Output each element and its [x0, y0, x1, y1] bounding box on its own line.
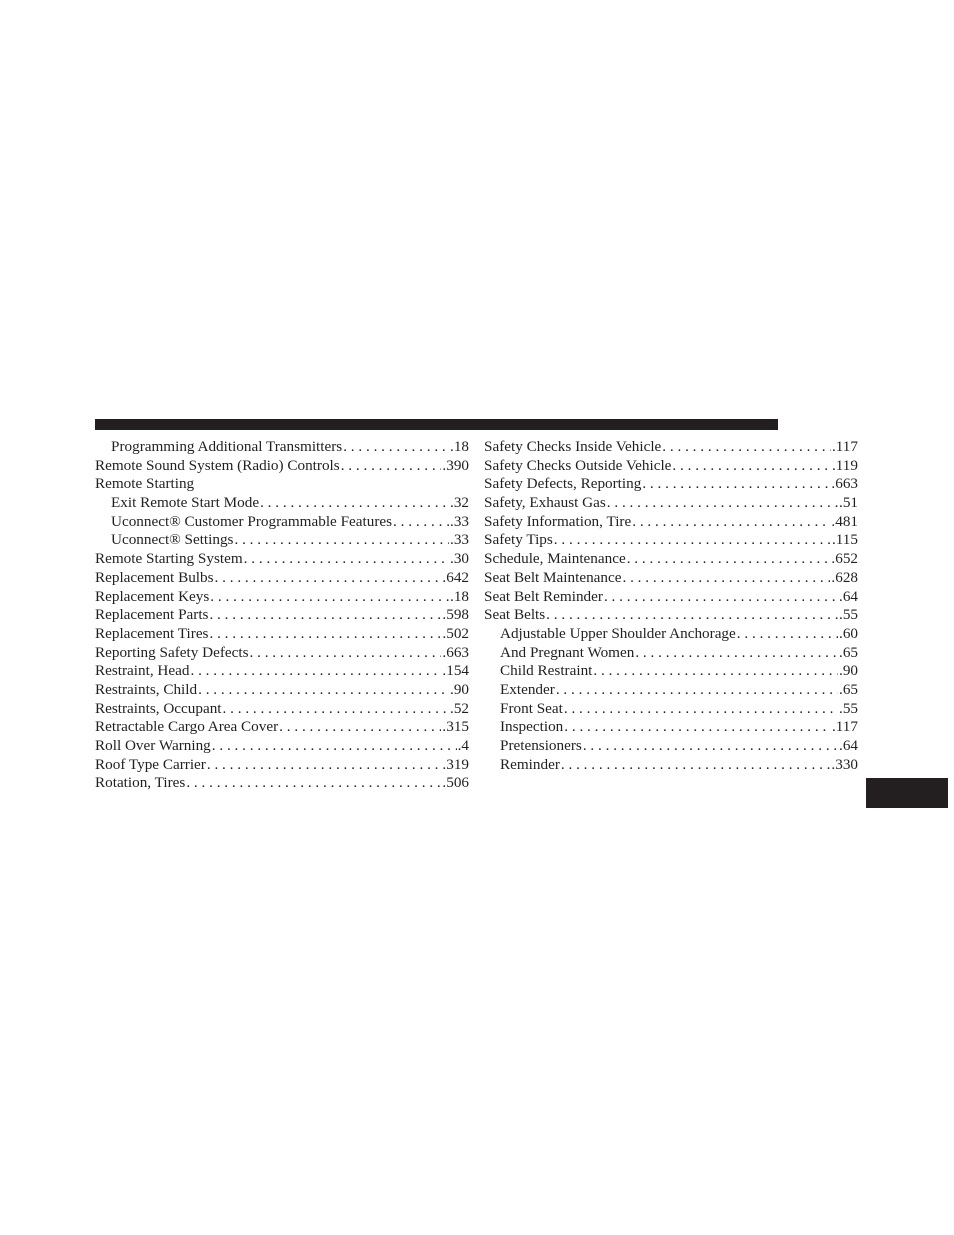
- entry-page: .33: [450, 531, 469, 549]
- entry-label: Adjustable Upper Shoulder Anchorage: [500, 624, 736, 642]
- entry-page: .628: [831, 568, 858, 586]
- entry-label: Safety Checks Inside Vehicle: [484, 438, 662, 455]
- entry-label: Replacement Keys: [95, 587, 210, 605]
- entry-page: .506: [442, 774, 469, 792]
- index-entry: [95, 718, 469, 737]
- entry-page: .315: [442, 718, 469, 736]
- index-entry: [484, 550, 858, 569]
- entry-page: .18: [450, 587, 469, 605]
- entry-page: .319: [442, 755, 469, 773]
- entry-label: Seat Belt Maintenance: [484, 568, 622, 586]
- entry-label: Replacement Bulbs: [95, 568, 214, 586]
- entry-page: .642: [442, 568, 469, 586]
- entry-label: Safety Defects, Reporting: [484, 475, 642, 493]
- index-entry: [95, 513, 469, 532]
- entry-page: .65: [839, 643, 858, 661]
- entry-page: .663: [831, 475, 858, 493]
- entry-page: .18: [450, 438, 469, 455]
- index-entry: [484, 700, 858, 719]
- index-entry: [484, 513, 858, 532]
- entry-page: .90: [450, 680, 469, 698]
- index-entry: [484, 438, 858, 457]
- index-entry: [95, 438, 469, 457]
- index-entry: [484, 606, 858, 625]
- entry-label: Remote Starting System: [95, 550, 243, 568]
- entry-label: Child Restraint: [500, 662, 593, 680]
- entry-page: .115: [831, 531, 858, 549]
- entry-label: Seat Belts: [484, 606, 546, 624]
- index-entry: [484, 681, 858, 700]
- index-entry: [484, 588, 858, 607]
- entry-label: Restraints, Occupant: [95, 699, 222, 717]
- index-entry: [484, 531, 858, 550]
- entry-label: And Pregnant Women: [500, 643, 635, 661]
- entry-label: Safety Tips: [484, 531, 553, 549]
- index-entry: [95, 681, 469, 700]
- index-column-right: [484, 438, 858, 774]
- index-entry: [95, 625, 469, 644]
- index-heading: Remote Starting: [95, 475, 195, 493]
- entry-page: .390: [442, 456, 469, 474]
- entry-label: Retractable Cargo Area Cover: [95, 718, 279, 736]
- index-entry: [95, 756, 469, 775]
- entry-label: Inspection: [500, 718, 564, 736]
- index-entry: [484, 718, 858, 737]
- entry-label: Reporting Safety Defects: [95, 643, 249, 661]
- entry-label: Exit Remote Start Mode: [111, 494, 260, 512]
- entry-label: Front Seat: [500, 699, 563, 717]
- entry-label: Uconnect® Customer Programmable Features: [111, 512, 393, 530]
- index-entry: [95, 700, 469, 719]
- entry-page: .55: [839, 699, 858, 717]
- entry-label: Programming Additional Transmitters: [111, 438, 343, 455]
- index-entry: [95, 588, 469, 607]
- entry-label: Schedule, Maintenance: [484, 550, 626, 568]
- entry-page: .652: [831, 550, 858, 568]
- entry-label: Uconnect® Settings: [111, 531, 234, 549]
- entry-label: Safety Information, Tire: [484, 512, 632, 530]
- entry-page: .52: [450, 699, 469, 717]
- entry-page: .119: [831, 456, 858, 474]
- index-entry: [484, 644, 858, 663]
- index-entry: [95, 531, 469, 550]
- entry-page: .4: [457, 737, 469, 754]
- index-entry: [95, 606, 469, 625]
- index-entry: [484, 494, 858, 513]
- entry-page: .30: [450, 550, 469, 568]
- index-entry: [484, 737, 858, 756]
- entry-label: Seat Belt Reminder: [484, 587, 603, 605]
- entry-label: Remote Sound System (Radio) Controls: [95, 456, 340, 474]
- entry-page: .32: [450, 494, 469, 512]
- entry-page: .60: [839, 624, 858, 642]
- entry-label: Safety Checks Outside Vehicle: [484, 456, 672, 474]
- entry-page: .33: [450, 512, 469, 530]
- entry-page: .64: [839, 737, 858, 754]
- entry-label: Extender: [500, 680, 555, 698]
- entry-page: .117: [831, 438, 858, 455]
- index-entry: [484, 569, 858, 588]
- entry-page: .502: [442, 624, 469, 642]
- section-thumb-tab: [866, 778, 948, 808]
- index-entry: [484, 625, 858, 644]
- index-entry: [484, 756, 858, 775]
- index-entry: [484, 457, 858, 476]
- entry-label: Roll Over Warning: [95, 737, 211, 754]
- entry-page: .481: [831, 512, 858, 530]
- entry-label: Replacement Parts: [95, 606, 209, 624]
- entry-label: Restraints, Child: [95, 680, 198, 698]
- entry-label: Reminder: [500, 755, 560, 773]
- index-entry: [95, 774, 469, 793]
- entry-page: .598: [442, 606, 469, 624]
- index-entry: [95, 494, 469, 513]
- index-entry: [95, 644, 469, 663]
- entry-label: Roof Type Carrier: [95, 755, 206, 773]
- entry-label: Rotation, Tires: [95, 774, 186, 792]
- entry-page: .663: [442, 643, 469, 661]
- entry-page: .117: [831, 718, 858, 736]
- entry-page: .65: [839, 680, 858, 698]
- entry-label: Pretensioners: [500, 737, 582, 754]
- top-rule: [95, 419, 778, 430]
- index-entry: [95, 457, 469, 476]
- entry-page: .330: [831, 755, 858, 773]
- entry-label: Safety, Exhaust Gas: [484, 494, 606, 512]
- entry-page: .55: [839, 606, 858, 624]
- entry-page: .154: [442, 662, 469, 680]
- index-entry: [484, 475, 858, 494]
- index-column-left: [95, 438, 469, 793]
- index-entry: [95, 550, 469, 569]
- entry-label: Replacement Tires: [95, 624, 209, 642]
- index-entry: [95, 569, 469, 588]
- index-entry: [484, 662, 858, 681]
- entry-label: Restraint, Head: [95, 662, 190, 680]
- index-entry: [95, 737, 469, 756]
- entry-page: .90: [839, 662, 858, 680]
- index-entry: [95, 662, 469, 681]
- entry-page: .64: [839, 587, 858, 605]
- entry-page: .51: [839, 494, 858, 512]
